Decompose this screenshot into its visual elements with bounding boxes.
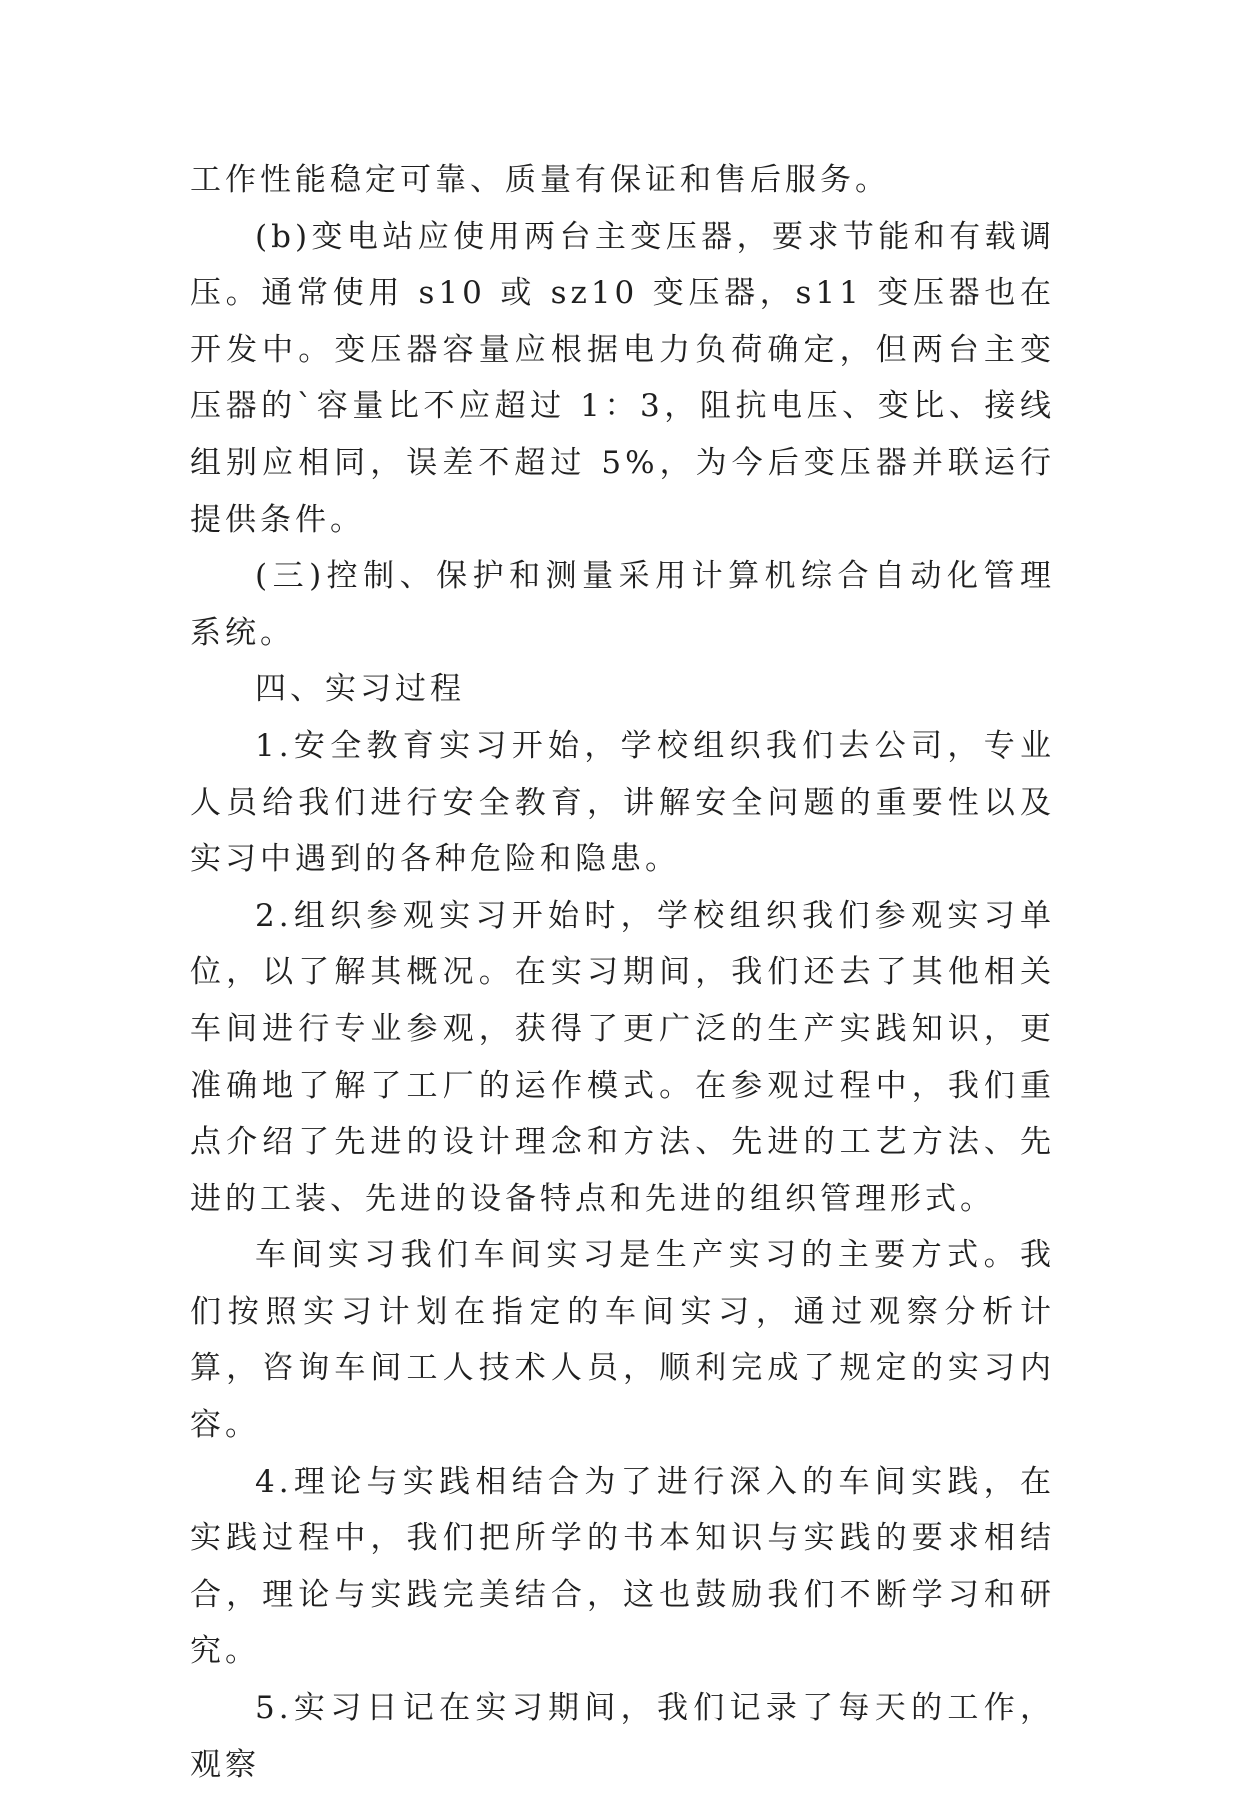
paragraph-5: 1.安全教育实习开始，学校组织我们去公司，专业人员给我们进行安全教育，讲解安全问题的重要性以及实习中遇到的各种危险和隐患。 — [190, 727, 1055, 878]
paragraph-8: 4.理论与实践相结合为了进行深入的车间实践，在实践过程中，我们把所学的书本知识与实践的要求相结合，理论与实践完美结合，这也鼓励我们不断学习和研究。 — [190, 1463, 1055, 1670]
paragraph-1: 工作性能稳定可靠、质量有保证和售后服务。 — [190, 162, 890, 198]
paragraph-2: (b)变电站应使用两台主变压器，要求节能和有载调压。通常使用 s10 或 sz10 变压器，s11 变压器也在开发中。变压器容量应根据电力负荷确定，但两台主变压器的`容量比不应超过 1：3，阻抗电压、变比、接线组别应相同，误差不超过 5%，为今后变压器并联运行提供条件。 — [190, 218, 1055, 538]
paragraph-7: 车间实习我们车间实习是生产实习的主要方式。我们按照实习计划在指定的车间实习，通过观察分析计算，咨询车间工人技术人员，顺利完成了规定的实习内容。 — [190, 1237, 1055, 1444]
section-heading: 四、实习过程 — [255, 671, 465, 708]
paragraph-6: 2.组织参观实习开始时，学校组织我们参观实习单位，以了解其概况。在实习期间，我们还去了其他相关车间进行专业参观，获得了更广泛的生产实践知识，更准确地了解了工厂的运作模式。在参观过程中，我们重点介绍了先进的设计理念和方法、先进的工艺方法、先进的工装、先进的设备特点和先进的组织管理形式。 — [190, 897, 1055, 1217]
document-body — [190, 152, 1055, 1793]
paragraph-9: 5.实习日记在实习期间，我们记录了每天的工作，观察 — [190, 1690, 1055, 1783]
paragraph-3: (三)控制、保护和测量采用计算机综合自动化管理系统。 — [190, 558, 1055, 651]
